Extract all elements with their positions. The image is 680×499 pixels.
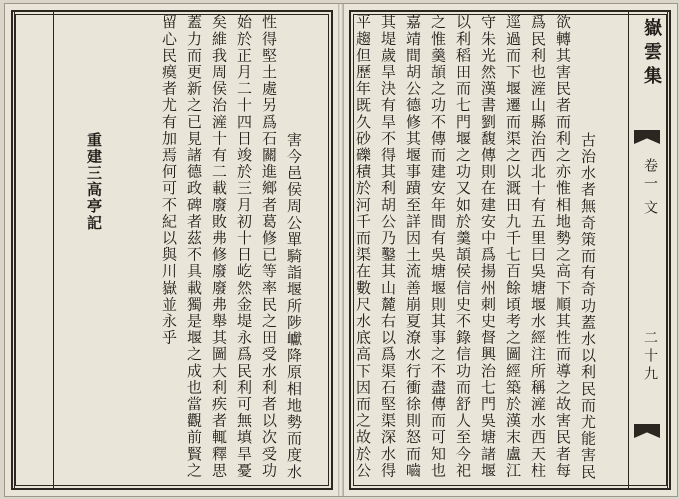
left-page-margin bbox=[14, 12, 54, 488]
fish-tail-mark-lower bbox=[634, 424, 660, 438]
right-page-margin bbox=[628, 12, 668, 488]
right-body-text: 古治水者無奇策而有奇功蓋水以利民而尤能害民欲轉其害民者而利之亦惟相地勢之高下順其性而導之故害民者每爲民利也滻山縣治西北十有五里曰吳塘堰水經注所稱滻水西天柱逕過而下堰遷而渠之以溉田九千七百餘頃考之圖經築於漢末盧江守朱光然漢書劉馥傳則在建安中爲揚州刺史督興治七門吳塘諸堰以利稻田而七門堰之功又如於羹頡侯信史不錄信功而舒人至今祀之惟羹頡之功不傳而建安年間有吳塘堰則其事之不盡傳而可知也嘉靖間胡公德修其堰事蹟至詳因土流善崩夏潦水行衝徐則怒而嚙其堤歲旱決有旱不得其利胡公乃鑿其山麓右以爲渠石堅渠深水得平趨但歷年既久砂礫積於河千而渠在數尺水底高下因而之故於公 bbox=[354, 14, 597, 481]
page-number: 二十九 bbox=[642, 330, 658, 384]
essay-title: 重建三高亭記 bbox=[85, 131, 103, 232]
left-page-body bbox=[61, 14, 331, 486]
left-body-text: 害今邑侯周公單騎詣堰所陟巘降原相地勢而度水性得堅土處另爲石關進鄉者葛修已等率民之田受水利者以次受功始於正月二十四日竣於三月初十日屹然金堤永爲民利可無填旱憂矣維我周侯治滻十有二載廢敗弗修廢廢弗舉其圖大利疾者輒釋思蓋力而更新之已見諸德政碑者茲不具載獨是堰之成也當觀前賢之留心民瘼者尤有加焉何可不紀以與川嶽並永乎 bbox=[160, 14, 303, 481]
right-page-body bbox=[353, 14, 625, 486]
book-title: 嶽雲集 bbox=[641, 18, 662, 90]
volume-label: 卷一 bbox=[642, 158, 658, 194]
genre-label: 文 bbox=[642, 200, 658, 218]
fish-tail-mark bbox=[634, 130, 660, 144]
right-page bbox=[343, 4, 677, 496]
book-spread bbox=[4, 3, 678, 497]
left-page bbox=[5, 4, 339, 496]
